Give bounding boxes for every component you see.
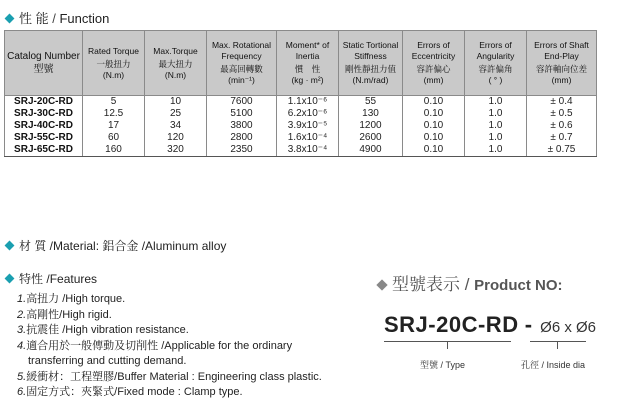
product-code	[384, 312, 596, 338]
table-cell: 0.10	[403, 108, 465, 120]
table-cell: 1.0	[465, 120, 527, 132]
table-cell: 1.0	[465, 96, 527, 109]
type-label: 型號 / Type	[420, 360, 466, 370]
type-pointer-line	[447, 341, 448, 349]
table-cell: ± 0.5	[527, 108, 597, 120]
table-cell: 55	[339, 96, 403, 109]
list-item: 2.高剛性/High rigid.	[17, 308, 112, 321]
table-cell: 1.0	[465, 132, 527, 144]
header-cell: Errors of Eccentricity 容許偏心 (mm)	[403, 31, 465, 96]
header-cell: Moment* of Inertia 慣 性 (kg · m²)	[277, 31, 339, 96]
table-cell: 0.10	[403, 96, 465, 109]
dia-underline	[530, 341, 586, 342]
material-line	[6, 237, 226, 254]
table-cell: 120	[145, 132, 207, 144]
spec-table	[4, 30, 597, 157]
diamond-bullet-icon	[5, 241, 15, 251]
diamond-bullet-icon	[5, 274, 15, 284]
material-text: Material: 鋁合金 /Aluminum alloy	[53, 239, 227, 253]
table-row	[5, 132, 597, 144]
product-code-size: Ø6 x Ø6	[540, 319, 597, 336]
function-title-zh: 性 能	[19, 11, 49, 26]
table-cell: ± 0.7	[527, 132, 597, 144]
material-label: 材 質	[19, 239, 47, 253]
product-code-dash: -	[518, 312, 539, 337]
table-cell: 0.10	[403, 120, 465, 132]
material-sep: /	[46, 239, 54, 253]
dia-pointer-line	[557, 341, 558, 349]
table-cell: 160	[83, 144, 145, 157]
product-no-title-en: Product NO:	[474, 277, 563, 294]
header-cell: Errors of Shaft End-Play 容許軸向位差 (mm)	[527, 31, 597, 96]
features-title-sep: /	[43, 272, 50, 286]
product-code-main: SRJ-20C-RD	[384, 312, 519, 337]
features-list	[17, 292, 322, 401]
header-cell: Max. Rotational Frequency 最高回轉數 (min⁻¹)	[207, 31, 277, 96]
table-cell: 1200	[339, 120, 403, 132]
table-cell: 2600	[339, 132, 403, 144]
table-cell: 3800	[207, 120, 277, 132]
table-cell: 2800	[207, 132, 277, 144]
table-cell: 60	[83, 132, 145, 144]
table-row	[5, 144, 597, 157]
diamond-bullet-icon	[5, 14, 15, 24]
header-cell: Catalog Number 型號	[5, 31, 83, 96]
list-item: 6.固定方式：夾緊式/Fixed mode : Clamp type.	[17, 386, 243, 398]
table-cell: 1.0	[465, 108, 527, 120]
table-cell: 0.10	[403, 132, 465, 144]
product-no-title-zh: 型號表示	[392, 275, 460, 294]
list-item-continuation: transferring and cutting demand.	[28, 355, 187, 367]
table-cell: 0.10	[403, 144, 465, 157]
table-cell: 5100	[207, 108, 277, 120]
table-cell: 130	[339, 108, 403, 120]
product-no-title	[378, 270, 563, 295]
function-title-en: Function	[59, 11, 110, 26]
table-header-row	[5, 31, 597, 96]
inside-dia-label: 孔徑 / Inside dia	[521, 360, 586, 370]
table-row	[5, 120, 597, 132]
model-cell: SRJ-30C-RD	[5, 108, 83, 120]
list-item: 5.緩衝材：工程塑膠/Buffer Material : Engineering class plastic.	[17, 370, 322, 383]
table-cell: 1.1x10⁻⁶	[277, 96, 339, 109]
model-cell: SRJ-40C-RD	[5, 120, 83, 132]
table-row	[5, 96, 597, 109]
table-cell: 25	[145, 108, 207, 120]
model-cell: SRJ-55C-RD	[5, 132, 83, 144]
table-cell: 6.2x10⁻⁶	[277, 108, 339, 120]
model-cell: SRJ-65C-RD	[5, 144, 83, 157]
header-cell: Max.Torque 最大扭力 (N.m)	[145, 31, 207, 96]
table-cell: 3.9x10⁻⁵	[277, 120, 339, 132]
product-no-sep: /	[460, 275, 475, 294]
features-title	[6, 270, 97, 287]
list-item: 1.高扭力 /High torque.	[17, 293, 126, 305]
header-cell: Static Tortional Stiffness 剛性靜扭力值 (N.m/rad)	[339, 31, 403, 96]
model-cell: SRJ-20C-RD	[5, 96, 83, 109]
function-title-sep: /	[48, 11, 60, 26]
table-cell: ± 0.4	[527, 96, 597, 109]
table-cell: 5	[83, 96, 145, 109]
spec-table-wrapper	[4, 30, 596, 157]
list-item: 4.適合用於一般傳動及切削性 /Applicable for the ordinary	[17, 339, 293, 352]
table-cell: 4900	[339, 144, 403, 157]
table-cell: 34	[145, 120, 207, 132]
header-cell: Rated Torque 一般扭力 (N.m)	[83, 31, 145, 96]
diamond-bullet-icon	[376, 279, 387, 290]
table-cell: 1.6x10⁻⁴	[277, 132, 339, 144]
table-cell: 17	[83, 120, 145, 132]
table-cell: 2350	[207, 144, 277, 157]
table-cell: 7600	[207, 96, 277, 109]
features-title-en: Features	[49, 272, 98, 286]
table-cell: 12.5	[83, 108, 145, 120]
table-cell: ± 0.6	[527, 120, 597, 132]
table-cell: 10	[145, 96, 207, 109]
function-title	[6, 8, 109, 27]
table-cell: 320	[145, 144, 207, 157]
header-cell: Errors of Angularity 容許偏角 ( ° )	[465, 31, 527, 96]
features-title-zh: 特性	[19, 272, 44, 286]
table-row	[5, 108, 597, 120]
table-cell: 1.0	[465, 144, 527, 157]
table-cell: ± 0.75	[527, 144, 597, 157]
list-item: 3.抗震佳 /High vibration resistance.	[17, 324, 189, 336]
table-cell: 3.8x10⁻⁴	[277, 144, 339, 157]
